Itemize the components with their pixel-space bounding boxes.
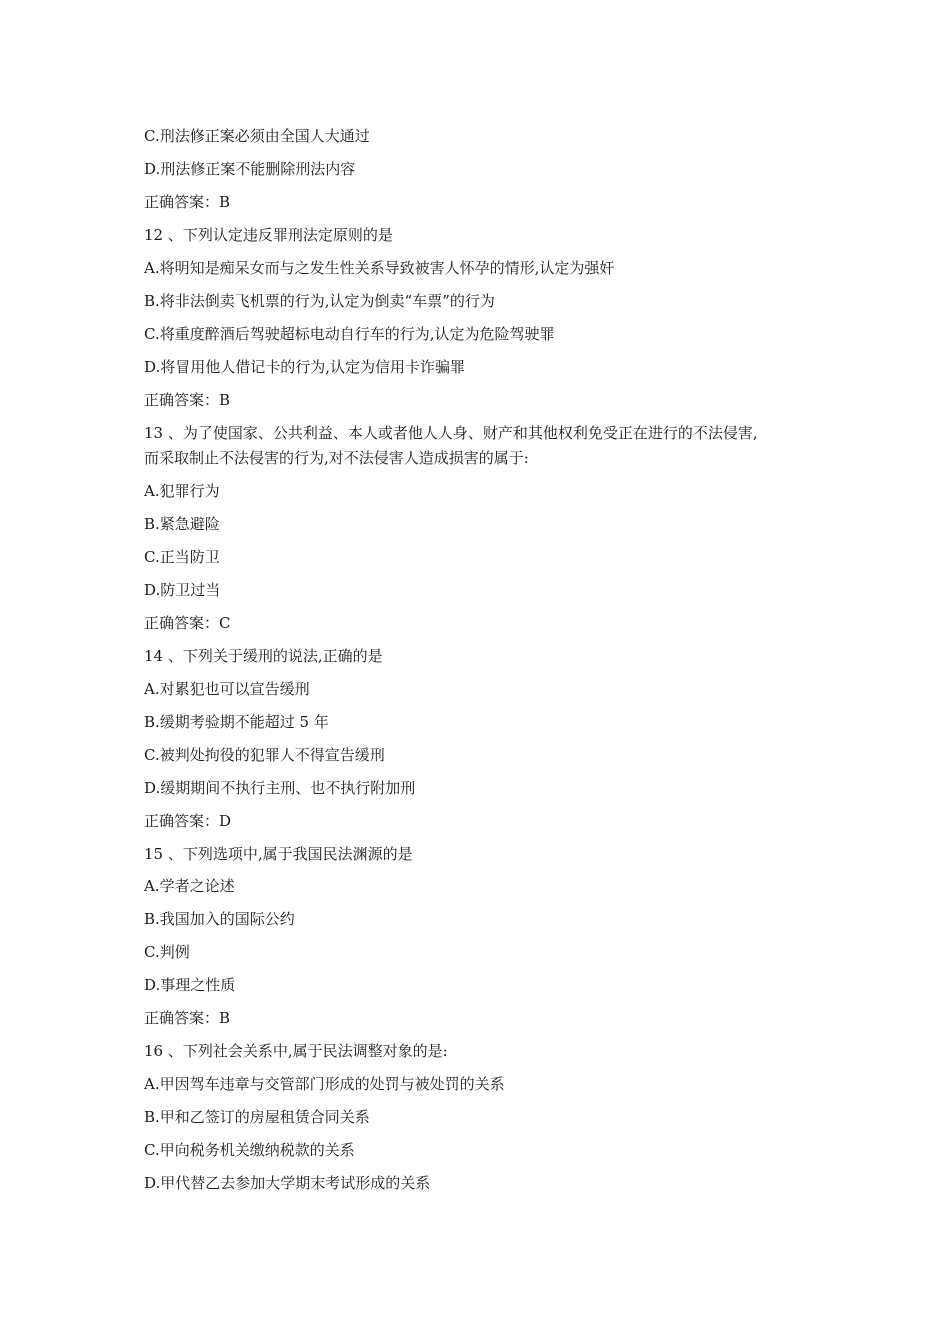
q15-option-a: A.学者之论述 [144,877,235,895]
q11-option-c: C.刑法修正案必须由全国人大通过 [144,127,370,145]
q13-answer: 正确答案：C [144,614,231,632]
q16-question: 16 、下列社会关系中,属于民法调整对象的是: [144,1042,448,1060]
q12-option-a: A.将明知是痴呆女而与之发生性关系导致被害人怀孕的情形,认定为强奸 [144,259,615,277]
q14-option-d: D.缓期期间不执行主刑、也不执行附加刑 [144,779,416,797]
q13-option-b: B.紧急避险 [144,515,220,533]
q13-option-d: D.防卫过当 [144,581,221,599]
q12-answer: 正确答案：B [144,391,231,409]
q15-option-b: B.我国加入的国际公约 [144,910,295,928]
q11-answer: 正确答案：B [144,193,231,211]
q11-option-d: D.刑法修正案不能删除刑法内容 [144,160,356,178]
q16-option-b: B.甲和乙签订的房屋租赁合同关系 [144,1108,370,1126]
q16-option-a: A.甲因驾车违章与交管部门形成的处罚与被处罚的关系 [144,1075,505,1093]
q14-question: 14 、下列关于缓刑的说法,正确的是 [144,647,383,665]
q13-option-a: A.犯罪行为 [144,482,220,500]
q15-option-d: D.事理之性质 [144,976,236,994]
q14-option-b: B.缓期考验期不能超过 5 年 [144,713,329,731]
q13-option-c: C.正当防卫 [144,548,220,566]
q12-option-d: D.将冒用他人借记卡的行为,认定为信用卡诈骗罪 [144,358,466,376]
q12-option-b: B.将非法倒卖飞机票的行为,认定为倒卖“车票”的行为 [144,292,495,310]
q13-question-line-1: 13 、为了使国家、公共利益、本人或者他人人身、财产和其他权利免受正在进行的不法侵害, [144,424,758,442]
q15-question: 15 、下列选项中,属于我国民法渊源的是 [144,845,413,863]
q14-option-c: C.被判处拘役的犯罪人不得宣告缓刑 [144,746,385,764]
q13-question-line-2: 而采取制止不法侵害的行为,对不法侵害人造成损害的属于: [144,449,529,467]
q15-option-c: C.判例 [144,943,190,961]
q14-option-a: A.对累犯也可以宣告缓刑 [144,680,310,698]
q12-question: 12 、下列认定违反罪刑法定原则的是 [144,226,393,244]
q14-answer: 正确答案：D [144,812,232,830]
q12-option-c: C.将重度醉酒后驾驶超标电动自行车的行为,认定为危险驾驶罪 [144,325,555,343]
q16-option-c: C.甲向税务机关缴纳税款的关系 [144,1141,355,1159]
q15-answer: 正确答案：B [144,1009,231,1027]
q16-option-d: D.甲代替乙去参加大学期末考试形成的关系 [144,1174,431,1192]
